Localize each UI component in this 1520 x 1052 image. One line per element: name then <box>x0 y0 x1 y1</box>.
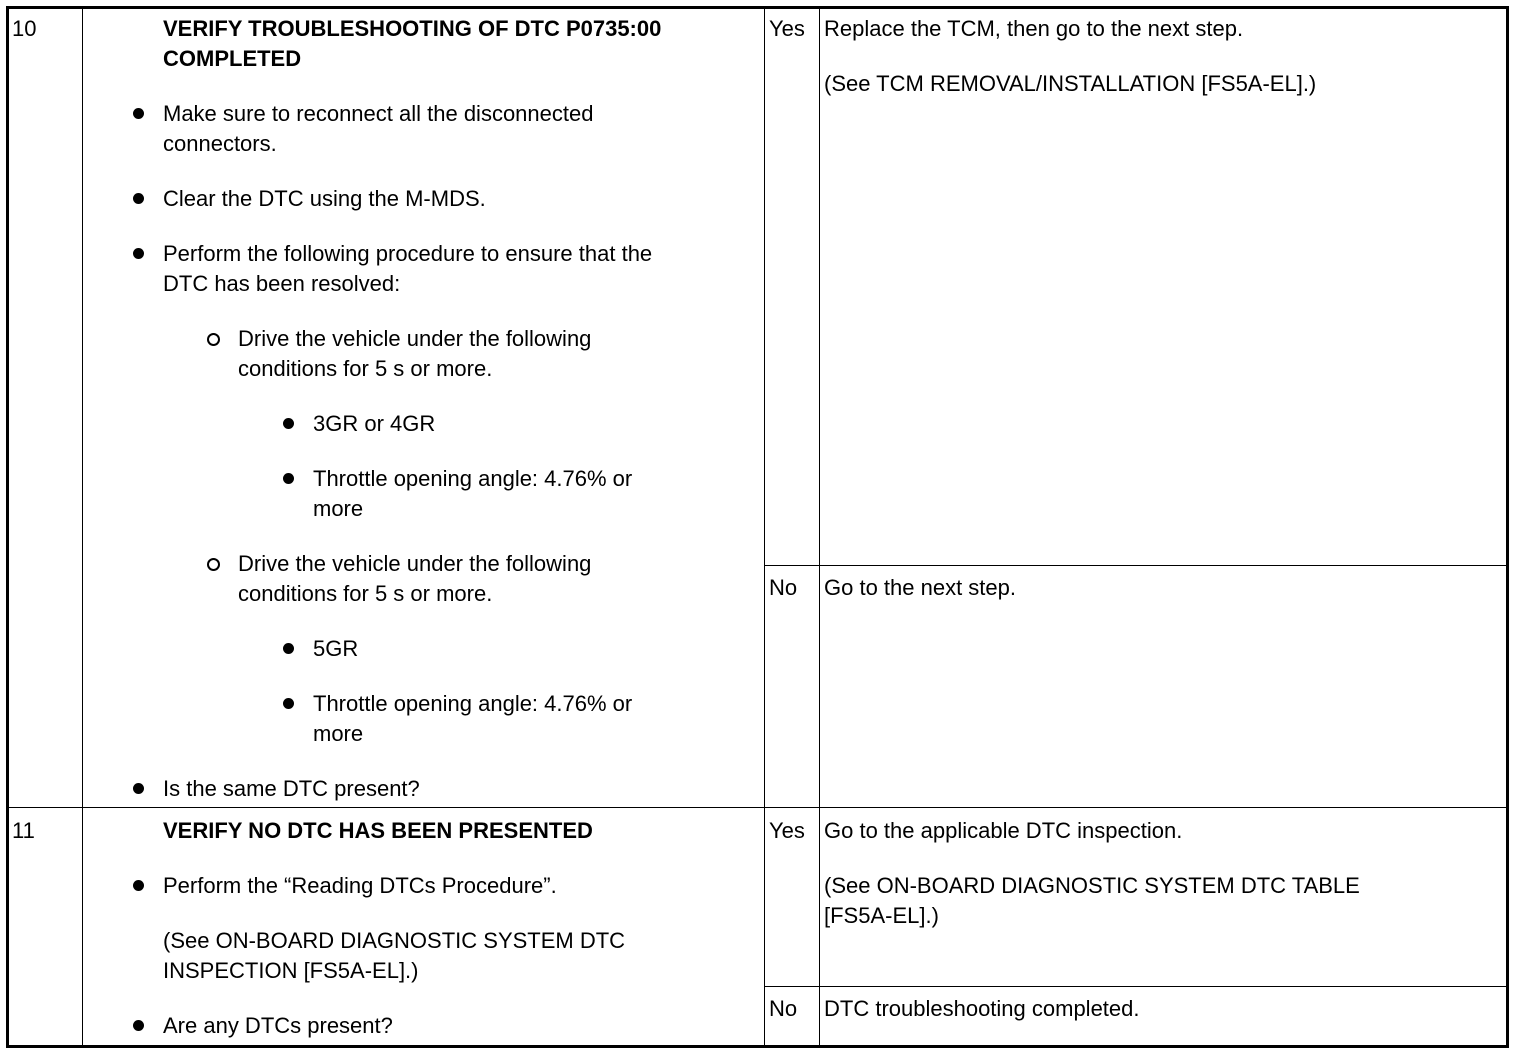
list-item: Throttle opening angle: 4.76% or <box>313 466 633 491</box>
answer-no: No <box>769 996 798 1021</box>
column-divider <box>819 9 820 1045</box>
bullet-icon <box>283 418 294 429</box>
bullet-icon <box>133 108 144 119</box>
column-divider <box>82 9 83 1045</box>
list-item: more <box>313 496 364 521</box>
step-number: 10 <box>12 16 37 41</box>
bullet-icon <box>133 880 144 891</box>
answer-no: No <box>769 575 798 600</box>
list-item: Perform the “Reading DTCs Procedure”. <box>163 873 557 898</box>
outcome-action: Replace the TCM, then go to the next step. <box>824 16 1244 41</box>
list-item: connectors. <box>163 131 277 156</box>
list-item: Make sure to reconnect all the disconnected <box>163 101 594 126</box>
list-item: Are any DTCs present? <box>163 1013 393 1038</box>
list-item: 5GR <box>313 636 359 661</box>
outcome-reference: (See TCM REMOVAL/INSTALLATION [FS5A-EL].) <box>824 71 1317 96</box>
answer-yes: Yes <box>769 16 805 41</box>
bullet-icon <box>133 248 144 259</box>
bullet-icon <box>283 473 294 484</box>
outcome-reference: (See ON-BOARD DIAGNOSTIC SYSTEM DTC TABLE <box>824 873 1360 898</box>
step-title: VERIFY NO DTC HAS BEEN PRESENTED <box>163 818 593 843</box>
outcome-reference: [FS5A-EL].) <box>824 903 939 928</box>
answer-yes: Yes <box>769 818 805 843</box>
bullet-icon <box>133 193 144 204</box>
step-title: COMPLETED <box>163 46 302 71</box>
list-item: 3GR or 4GR <box>313 411 436 436</box>
list-item: INSPECTION [FS5A-EL].) <box>163 958 419 983</box>
list-item: Drive the vehicle under the following <box>238 326 592 351</box>
outcome-action: Go to the applicable DTC inspection. <box>824 818 1183 843</box>
list-item: conditions for 5 s or more. <box>238 356 493 381</box>
list-item: Throttle opening angle: 4.76% or <box>313 691 633 716</box>
outcome-divider <box>764 986 1506 987</box>
bullet-icon <box>283 643 294 654</box>
bullet-icon <box>133 1020 144 1031</box>
bullet-icon <box>283 698 294 709</box>
bullet-icon <box>133 783 144 794</box>
hollow-bullet-icon <box>207 558 220 571</box>
list-item: Clear the DTC using the M-MDS. <box>163 186 486 211</box>
list-item: conditions for 5 s or more. <box>238 581 493 606</box>
list-item: Perform the following procedure to ensure that the <box>163 241 653 266</box>
list-item: Is the same DTC present? <box>163 776 420 801</box>
row-divider <box>9 807 1506 808</box>
outcome-action: DTC troubleshooting completed. <box>824 996 1140 1021</box>
outcome-action: Go to the next step. <box>824 575 1017 600</box>
hollow-bullet-icon <box>207 333 220 346</box>
step-title: VERIFY TROUBLESHOOTING OF DTC P0735:00 <box>163 16 662 41</box>
outcome-divider <box>764 565 1506 566</box>
list-item: DTC has been resolved: <box>163 271 401 296</box>
list-item: Drive the vehicle under the following <box>238 551 592 576</box>
step-number: 11 <box>12 818 35 843</box>
list-item: more <box>313 721 364 746</box>
column-divider <box>764 9 765 1045</box>
list-item: (See ON-BOARD DIAGNOSTIC SYSTEM DTC <box>163 928 626 953</box>
